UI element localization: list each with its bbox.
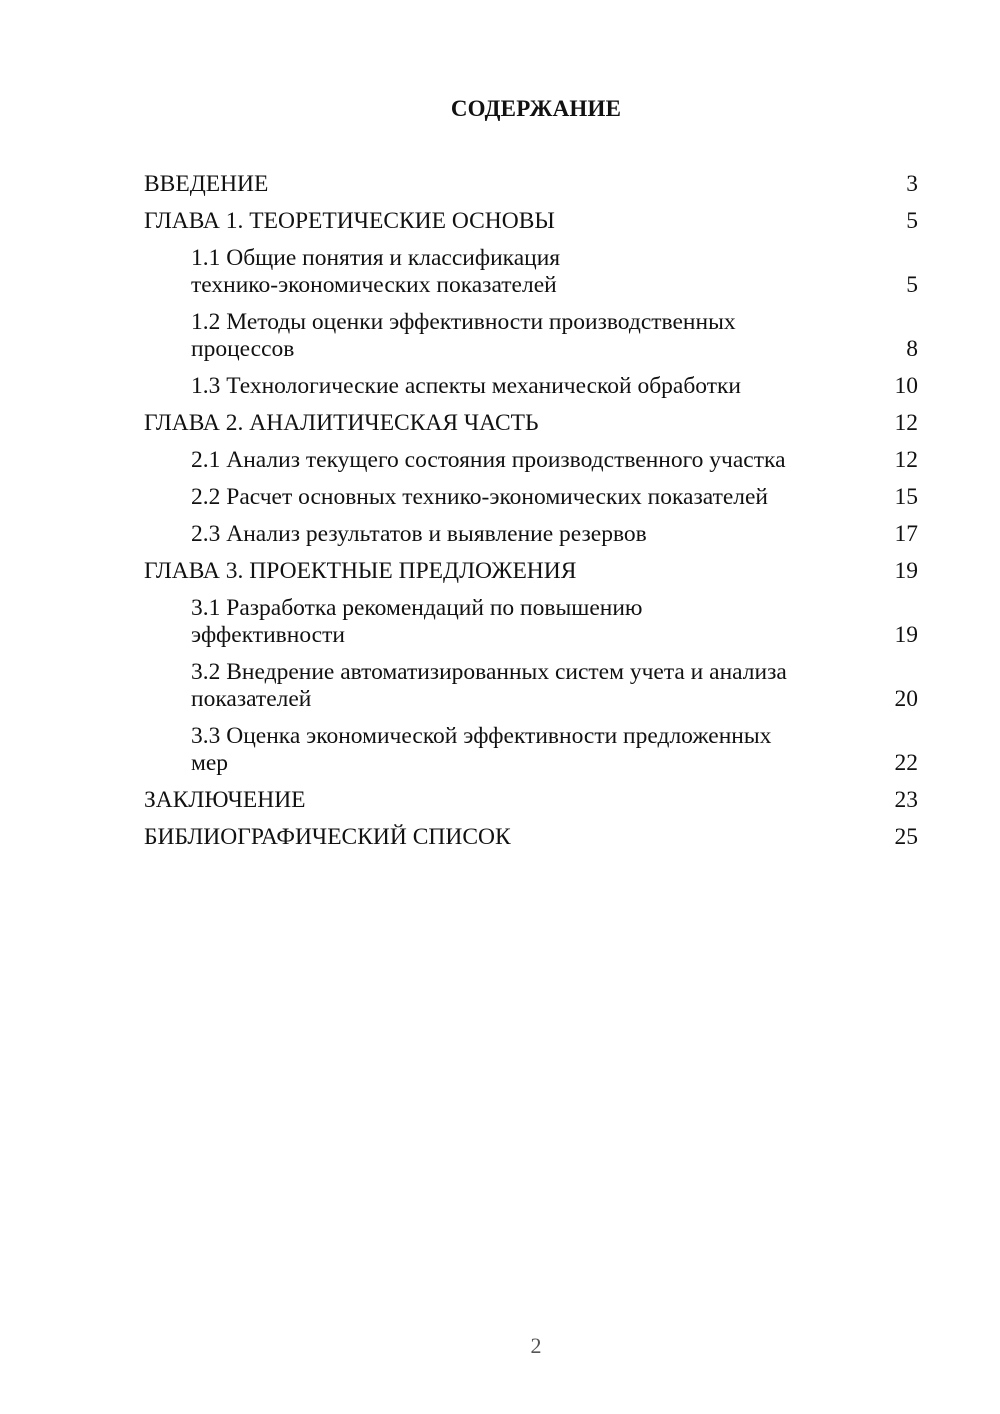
toc-entry-label: 1.1 Общие понятия и классификация технико-экономических показателей	[191, 245, 561, 298]
toc-entry-page-number: 19	[894, 622, 918, 648]
toc-entry-page-number: 12	[894, 447, 918, 473]
toc-entry-page-number: 15	[894, 484, 918, 510]
toc-entry-label: ГЛАВА 2. АНАЛИТИЧЕСКАЯ ЧАСТЬ	[144, 410, 539, 436]
toc-chapter-entry	[144, 555, 918, 592]
toc-entry-page-number: 3	[906, 171, 918, 197]
toc-title: СОДЕРЖАНИЕ	[450, 96, 622, 121]
toc-entry-page-number: 5	[906, 272, 918, 298]
toc-entry-label: ГЛАВА 1. ТЕОРЕТИЧЕСКИЕ ОСНОВЫ	[144, 208, 555, 234]
toc-chapter-entry	[144, 821, 918, 858]
toc-entry-page-number: 10	[894, 373, 918, 399]
toc-chapter-entry	[144, 784, 918, 821]
toc-entry-label: 3.1 Разработка рекомендаций по повышению эффективности	[191, 595, 643, 648]
toc-entry-label: 1.2 Методы оценки эффективности производственных процессов	[191, 309, 736, 362]
toc-section-entry	[144, 481, 918, 518]
toc-entry-label: 2.2 Расчет основных технико-экономических показателей	[191, 484, 769, 510]
toc-section-entry	[144, 720, 918, 784]
toc-section-entry	[144, 592, 918, 656]
toc-entry-label: ЗАКЛЮЧЕНИЕ	[144, 787, 306, 813]
toc-section-entry	[144, 242, 918, 306]
toc-section-entry	[144, 518, 918, 555]
toc-entry-page-number: 12	[894, 410, 918, 436]
toc-chapter-entry	[144, 168, 918, 205]
toc-entry-label: 2.1 Анализ текущего состояния производственного участка	[191, 447, 786, 473]
toc-section-entry	[144, 370, 918, 407]
toc-section-entry	[144, 306, 918, 370]
toc-entry-label: 2.3 Анализ результатов и выявление резервов	[191, 521, 647, 547]
toc-entry-label: ГЛАВА 3. ПРОЕКТНЫЕ ПРЕДЛОЖЕНИЯ	[144, 558, 577, 584]
toc-section-entry	[144, 444, 918, 481]
toc-entry-page-number: 5	[906, 208, 918, 234]
toc-entry-page-number: 22	[894, 750, 918, 776]
toc-chapter-entry	[144, 205, 918, 242]
toc-entry-page-number: 25	[894, 824, 918, 850]
toc-entry-label: 3.2 Внедрение автоматизированных систем учета и анализа показателей	[191, 659, 787, 712]
page-number: 2	[530, 1333, 542, 1358]
table-of-contents	[144, 168, 918, 858]
toc-entry-label: БИБЛИОГРАФИЧЕСКИЙ СПИСОК	[144, 824, 511, 850]
toc-entry-label: ВВЕДЕНИЕ	[144, 171, 269, 197]
toc-entry-page-number: 8	[906, 336, 918, 362]
toc-entry-label: 3.3 Оценка экономической эффективности предложенных мер	[191, 723, 772, 776]
toc-section-entry	[144, 656, 918, 720]
toc-entry-page-number: 23	[894, 787, 918, 813]
toc-entry-page-number: 20	[894, 686, 918, 712]
toc-entry-page-number: 17	[894, 521, 918, 547]
toc-chapter-entry	[144, 407, 918, 444]
toc-entry-label: 1.3 Технологические аспекты механической обработки	[191, 373, 742, 399]
toc-entry-page-number: 19	[894, 558, 918, 584]
